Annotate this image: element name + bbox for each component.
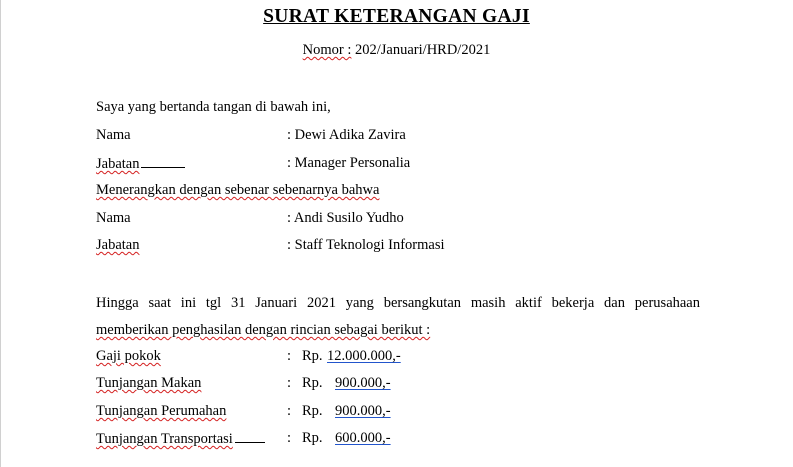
- salary-colon: :: [287, 375, 292, 391]
- salary-label-gaji-pokok: Gaji pokok: [96, 348, 161, 364]
- signer-position-value: : Manager Personalia: [287, 155, 411, 171]
- paragraph-line-1: Hingga saat ini tgl 31 Januari 2021 yang bersangkutan masih aktif bekerja dan perusahaan: [96, 295, 700, 311]
- salary-amount-tunjangan-makan: 900.000,-: [335, 375, 391, 391]
- signer-position-row: [96, 155, 185, 173]
- document-number: [0, 42, 793, 59]
- salary-amount-tunjangan-perumahan: 900.000,-: [335, 403, 391, 419]
- fill-line: [141, 155, 185, 168]
- salary-amount-gaji-pokok: 12.000.000,-: [327, 348, 401, 364]
- salary-amount-tunjangan-transportasi: 600.000,-: [335, 430, 391, 446]
- salary-currency: Rp.: [302, 403, 323, 419]
- signer-name-label: Nama: [96, 127, 131, 143]
- statement-text: Menerangkan dengan sebenar sebenarnya bahwa: [96, 182, 380, 198]
- fill-line: [235, 430, 265, 443]
- salary-label-tunjangan-transportasi: Tunjangan Transportasi: [96, 431, 233, 447]
- salary-currency: Rp.: [302, 348, 323, 364]
- salary-currency: Rp.: [302, 430, 323, 446]
- employee-name-value: : Andi Susilo Yudho: [287, 210, 404, 226]
- intro-text: Saya yang bertanda tangan di bawah ini,: [96, 99, 331, 115]
- signer-position-label: Jabatan: [96, 156, 140, 172]
- employee-position-value: : Staff Teknologi Informasi: [287, 237, 445, 253]
- salary-label-tunjangan-perumahan: Tunjangan Perumahan: [96, 403, 227, 419]
- employee-name-label: Nama: [96, 210, 131, 226]
- employee-position-label: Jabatan: [96, 237, 140, 253]
- salary-currency: Rp.: [302, 375, 323, 391]
- salary-label-row-transportasi: [96, 430, 265, 448]
- nomor-value: 202/Januari/HRD/2021: [355, 42, 491, 58]
- salary-colon: :: [287, 430, 292, 446]
- salary-colon: :: [287, 403, 292, 419]
- signer-name-value: : Dewi Adika Zavira: [287, 127, 406, 143]
- salary-colon: :: [287, 348, 292, 364]
- paragraph-line-2: memberikan penghasilan dengan rincian sebagai berikut :: [96, 322, 431, 338]
- salary-label-tunjangan-makan: Tunjangan Makan: [96, 375, 202, 391]
- document-title: SURAT KETERANGAN GAJI: [263, 6, 530, 27]
- page-left-edge: [0, 0, 1, 467]
- nomor-label: Nomor :: [302, 42, 352, 58]
